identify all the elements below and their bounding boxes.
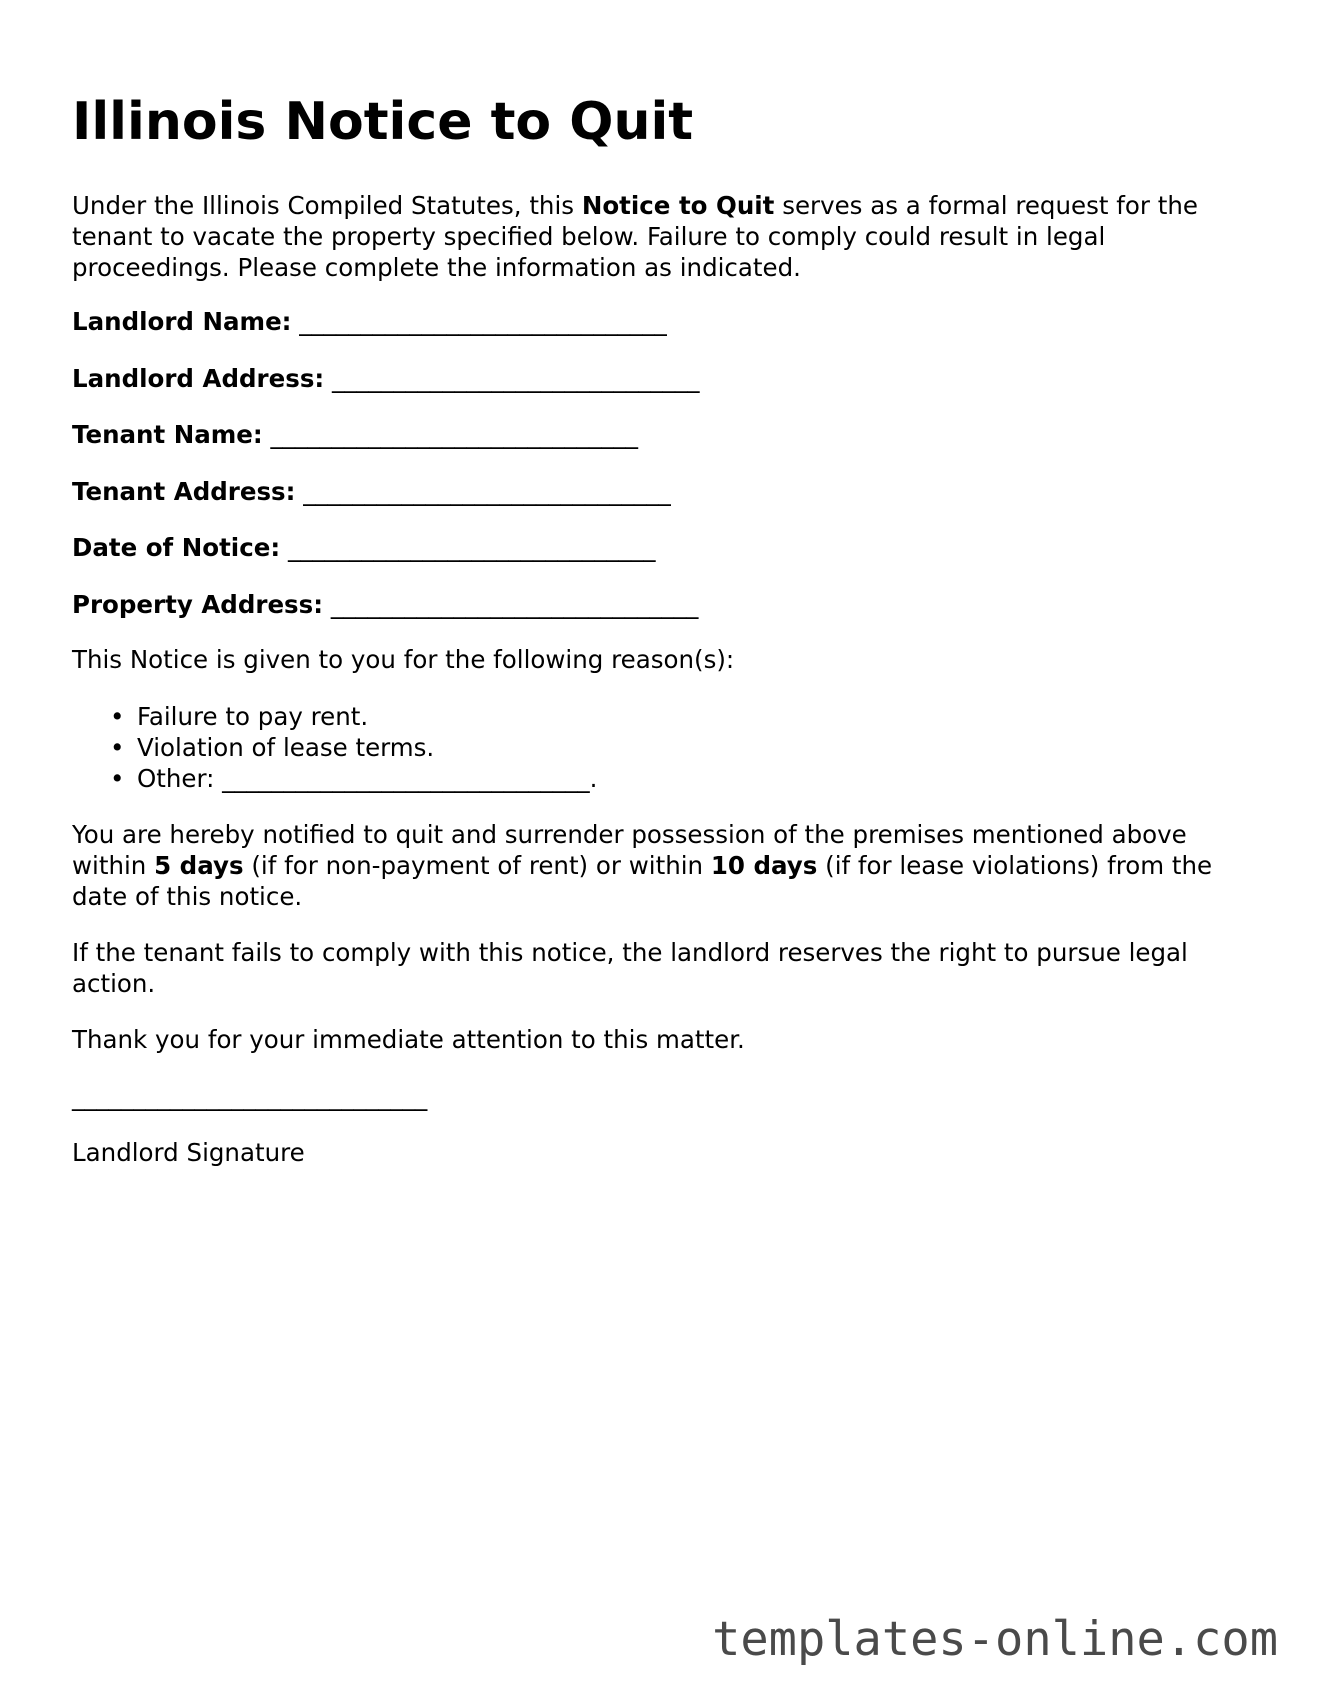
- thanks-paragraph: Thank you for your immediate attention to this matter.: [72, 1025, 745, 1054]
- intro-bold: Notice to Quit: [581, 191, 775, 220]
- bullet-icon: •: [110, 733, 125, 762]
- reason-item: [72, 732, 597, 763]
- field-blank: ______________________________: [299, 307, 667, 336]
- comply-paragraph: If the tenant fails to comply with this notice, the landlord reserves the right to pursue legal action.: [72, 938, 1188, 998]
- reason-text: Other: ______________________________.: [137, 764, 598, 793]
- field-blank: ______________________________: [287, 533, 656, 562]
- field-blank: ______________________________: [332, 363, 700, 393]
- intro-paragraph: [72, 190, 1252, 283]
- notify-text-1: You are hereby notified to quit and surrender possession of the premises mentioned above within: [72, 820, 1187, 880]
- reasons-intro: This Notice is given to you for the following reason(s):: [72, 645, 735, 674]
- field-label: Property Address:: [72, 589, 324, 619]
- field-landlord-address[interactable]: [72, 363, 700, 420]
- watermark: templates-online.com: [712, 1612, 1278, 1667]
- signature-line[interactable]: _____________________________: [72, 1082, 428, 1111]
- field-tenant-name[interactable]: [72, 419, 700, 476]
- notify-bold-1: 5 days: [154, 851, 244, 880]
- bullet-icon: •: [110, 702, 125, 731]
- reason-text: Violation of lease terms.: [137, 733, 435, 762]
- reasons-list: [72, 701, 597, 794]
- field-label: Landlord Address:: [72, 363, 325, 393]
- field-blank: ______________________________: [303, 476, 671, 506]
- notify-paragraph: [72, 819, 1252, 912]
- notify-text-2: (if for non-payment of rent) or within: [243, 851, 711, 880]
- notify-bold-2: 10 days: [710, 851, 818, 880]
- field-property-address[interactable]: [72, 589, 700, 646]
- intro-text-2: serves as a formal request for the tenant to vacate the property specified below. Failure to comply could result in legal proceedings. Please complete the information as indicated.: [72, 191, 1198, 282]
- field-date-of-notice[interactable]: [72, 532, 700, 589]
- field-label: Tenant Address:: [72, 476, 296, 506]
- reason-item[interactable]: [72, 763, 597, 794]
- notify-text-3: (if for lease violations) from the date of this notice.: [72, 851, 1213, 911]
- field-landlord-name[interactable]: [72, 306, 700, 363]
- fields-list: [72, 306, 700, 645]
- bullet-icon: •: [110, 764, 125, 793]
- intro-text-1: Under the Illinois Compiled Statutes, this: [72, 191, 582, 220]
- field-label: Landlord Name:: [72, 307, 292, 336]
- field-label: Date of Notice:: [72, 533, 281, 562]
- field-label: Tenant Name:: [72, 420, 263, 449]
- field-tenant-address[interactable]: [72, 476, 700, 533]
- reason-item: [72, 701, 597, 732]
- field-blank: ______________________________: [270, 420, 639, 449]
- document-title: Illinois Notice to Quit: [72, 92, 694, 152]
- reason-text: Failure to pay rent.: [137, 702, 369, 731]
- field-blank: ______________________________: [330, 589, 699, 619]
- signature-label: Landlord Signature: [72, 1138, 305, 1167]
